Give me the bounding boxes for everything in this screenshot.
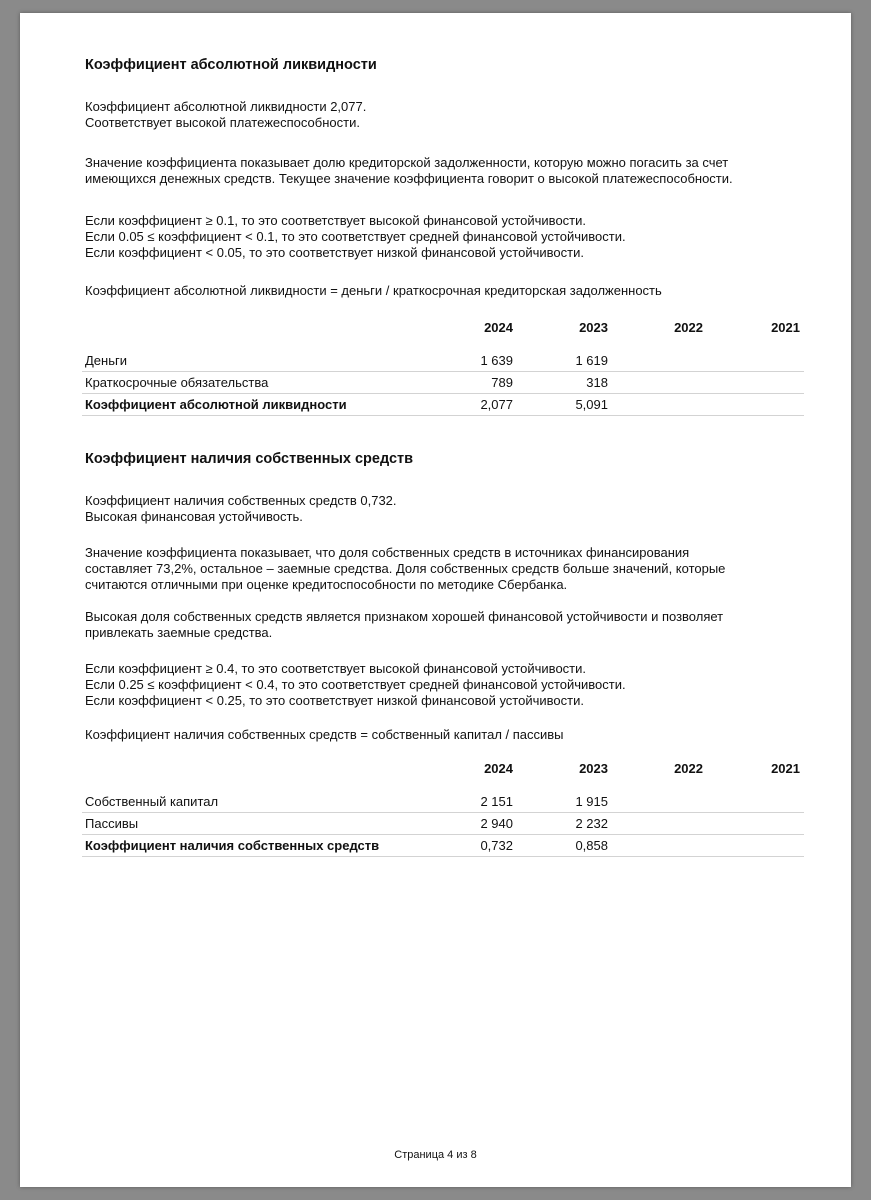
cell: 2 940 [442, 813, 517, 835]
table-total-row [82, 835, 804, 857]
header-cell: 2023 [579, 760, 608, 776]
row-label: Пассивы [82, 813, 442, 835]
threshold-line: Если коэффициент ≥ 0.4, то это соответствует высокой финансовой устойчивости. [85, 661, 586, 676]
cell [612, 791, 707, 813]
page-number: Страница 4 из 8 [394, 1149, 477, 1161]
section-title-absolute-liquidity: Коэффициент абсолютной ликвидности [85, 57, 377, 73]
header-cell: 2023 [579, 319, 608, 335]
table-header-row [82, 316, 804, 338]
absolute-liquidity-table [82, 316, 804, 416]
row-label: Собственный капитал [82, 791, 442, 813]
threshold-line: Если 0.05 ≤ коэффициент < 0.1, то это соответствует средней финансовой устойчивости. [85, 229, 626, 244]
threshold-line: Если 0.25 ≤ коэффициент < 0.4, то это соответствует средней финансовой устойчивости. [85, 677, 626, 692]
section2-summary [85, 493, 397, 525]
summary-line: Высокая финансовая устойчивость. [85, 509, 303, 524]
summary-line: Соответствует высокой платежеспособности. [85, 115, 360, 130]
header-cell [82, 757, 442, 779]
cell: 2 232 [517, 813, 612, 835]
section2-note [85, 609, 723, 641]
section1-explanation [85, 155, 733, 187]
cell [707, 350, 804, 372]
table-row [82, 350, 804, 372]
cell: 2 151 [442, 791, 517, 813]
cell: 5,091 [517, 394, 612, 416]
header-cell [82, 316, 442, 338]
header-cell: 2022 [674, 760, 703, 776]
threshold-line: Если коэффициент < 0.25, то это соответствует низкой финансовой устойчивости. [85, 693, 584, 708]
cell: 2,077 [442, 394, 517, 416]
row-label: Коэффициент наличия собственных средств [82, 835, 442, 857]
section1-formula: Коэффициент абсолютной ликвидности = деньги / краткосрочная кредиторская задолженность [85, 283, 662, 298]
threshold-line: Если коэффициент ≥ 0.1, то это соответствует высокой финансовой устойчивости. [85, 213, 586, 228]
header-cell: 2021 [771, 319, 800, 335]
header-cell: 2024 [484, 319, 513, 335]
section1-thresholds [85, 213, 626, 261]
cell [707, 813, 804, 835]
header-cell: 2021 [771, 760, 800, 776]
explanation-line: составляет 73,2%, остальное – заемные средства. Доля собственных средств больше значений, которые [85, 561, 726, 576]
cell: 318 [517, 372, 612, 394]
note-line: Высокая доля собственных средств является признаком хорошей финансовой устойчивости и позволяет [85, 609, 724, 624]
cell: 0,858 [517, 835, 612, 857]
cell: 1 915 [517, 791, 612, 813]
explanation-line: Значение коэффициента показывает долю кредиторской задолженности, которую можно погасить за счет [85, 155, 729, 170]
cell: 1 639 [442, 350, 517, 372]
threshold-line: Если коэффициент < 0.05, то это соответствует низкой финансовой устойчивости. [85, 245, 584, 260]
section-title-equity-ratio: Коэффициент наличия собственных средств [85, 451, 414, 467]
table-row [82, 372, 804, 394]
cell [707, 791, 804, 813]
cell [707, 394, 804, 416]
cell: 789 [442, 372, 517, 394]
note-line: привлекать заемные средства. [85, 625, 273, 640]
section1-summary [85, 99, 366, 131]
summary-line: Коэффициент наличия собственных средств 0,732. [85, 493, 397, 508]
row-label: Коэффициент абсолютной ликвидности [82, 394, 442, 416]
table-row [82, 813, 804, 835]
cell [612, 372, 707, 394]
explanation-line: считаются отличными при оценке кредитоспособности по методике Сбербанка. [85, 577, 568, 592]
cell: 1 619 [517, 350, 612, 372]
equity-ratio-table [82, 757, 804, 857]
row-label: Деньги [82, 350, 442, 372]
explanation-line: имеющихся денежных средств. Текущее значение коэффициента говорит о высокой платежеспособности. [85, 171, 733, 186]
cell [612, 835, 707, 857]
section2-formula: Коэффициент наличия собственных средств = собственный капитал / пассивы [85, 727, 564, 742]
table-total-row [82, 394, 804, 416]
summary-line: Коэффициент абсолютной ликвидности 2,077. [85, 99, 367, 114]
cell: 0,732 [442, 835, 517, 857]
header-cell: 2024 [484, 760, 513, 776]
header-cell: 2022 [674, 319, 703, 335]
cell [707, 835, 804, 857]
section2-explanation [85, 545, 725, 593]
cell [612, 813, 707, 835]
cell [612, 350, 707, 372]
explanation-line: Значение коэффициента показывает, что доля собственных средств в источниках финансирования [85, 545, 690, 560]
document-page [20, 13, 851, 1187]
section2-thresholds [85, 661, 626, 709]
cell [707, 372, 804, 394]
table-header-row [82, 757, 804, 779]
row-label: Краткосрочные обязательства [82, 372, 442, 394]
cell [612, 394, 707, 416]
table-row [82, 791, 804, 813]
